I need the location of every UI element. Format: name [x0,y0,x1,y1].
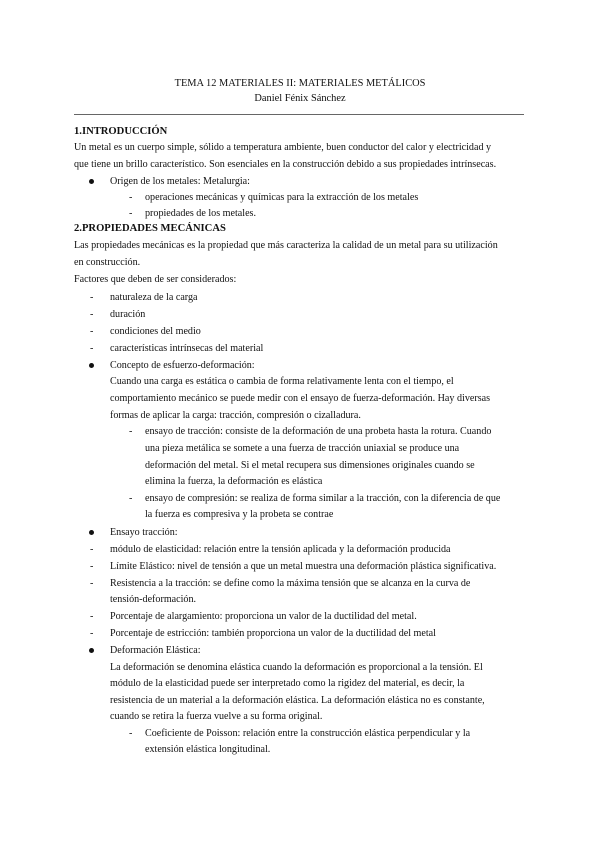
list-item: Resistencia a la tracción: se define como la máxima tensión que se alcanza en la curva de [110,578,471,589]
list-item: condiciones del medio [110,326,201,337]
header-divider [74,114,524,115]
section-heading-propiedades: 2.PROPIEDADES MECÁNICAS [74,223,226,234]
paragraph-line: que tiene un brillo característico. Son esenciales en la construcción debido a sus propiedades intrínsecas. [74,159,497,170]
bullet-icon [89,530,94,535]
list-item: características intrínsecas del material [110,343,264,354]
paragraph-line: comportamiento mecánico se puede medir con el ensayo de fuerza-deformación. Hay diversas [110,393,491,404]
list-item: naturaleza de la carga [110,292,198,303]
dash-icon: - [90,544,94,555]
sub-item-line: ensayo de compresión: se realiza de forma similar a la tracción, con la diferencia de que [145,493,501,504]
section-heading-introduccion: 1.INTRODUCCIÓN [74,126,168,137]
factores-label: Factores que deben de ser considerados: [74,274,237,285]
sub-item: operaciones mecánicas y químicas para la extracción de los metales [145,192,419,203]
document-title: TEMA 12 MATERIALES II: MATERIALES METÁLICOS [174,78,426,89]
sub-item-line: la fuerza es compresiva y la probeta se contrae [145,509,334,520]
sub-item-line: ensayo de tracción: consiste de la deformación de una probeta hasta la rotura. Cuando [145,426,492,437]
list-item: Límite Elástico: nivel de tensión a que un metal muestra una deformación plástica significativa. [110,561,497,572]
sub-item-line: deformación del metal. Si el metal recupera sus dimensiones originales cuando se [145,460,475,471]
dash-icon: - [90,578,94,589]
bullet-icon [89,363,94,368]
dash-icon: - [129,728,133,739]
dash-icon: - [90,611,94,622]
list-item: duración [110,309,146,320]
document-author: Daniel Fénix Sánchez [254,93,346,104]
paragraph-line: Un metal es un cuerpo simple, sólido a temperatura ambiente, buen conductor del calor y electricidad y [74,142,492,153]
dash-icon: - [90,628,94,639]
dash-icon: - [90,292,94,303]
sub-item-line: Coeficiente de Poisson: relación entre la construcción elástica perpendicular y la [145,728,471,739]
paragraph-line: resistencia de un material a la deformación elástica. La deformación elástica no es constante, [110,695,485,706]
dash-icon: - [90,309,94,320]
paragraph-line: módulo de la elasticidad puede ser interpretado como la rigidez del material, es decir, la [110,678,465,689]
dash-icon: - [129,493,133,504]
paragraph-line: Las propiedades mecánicas es la propiedad que más caracteriza la calidad de un metal para su utilización [74,240,498,251]
dash-icon: - [129,426,133,437]
paragraph-line: Cuando una carga es estática o cambia de forma relativamente lenta con el tiempo, el [110,376,454,387]
list-item-continuation: tensión-deformación. [110,594,197,605]
sub-item-line: una pieza metálica se somete a una fuerza de tracción uniaxial se produce una [145,443,460,454]
paragraph-line: en construcción. [74,257,141,268]
bullet-icon [89,179,94,184]
list-item: módulo de elasticidad: relación entre la tensión aplicada y la deformación producida [110,544,451,555]
dash-icon: - [90,561,94,572]
sub-item-line: extensión elástica longitudinal. [145,744,271,755]
paragraph-line: La deformación se denomina elástica cuando la deformación es proporcional a la tensión. El [110,662,483,673]
sub-item: propiedades de los metales. [145,208,256,219]
dash-icon: - [129,208,133,219]
dash-icon: - [90,343,94,354]
paragraph-line: formas de aplicar la carga: tracción, compresión o cizalladura. [110,410,361,421]
list-item: Porcentaje de estricción: también proporciona un valor de la ductilidad del metal [110,628,436,639]
list-item: Porcentaje de alargamiento: proporciona un valor de la ductilidad del metal. [110,611,417,622]
bullet-text: Concepto de esfuerzo-deformación: [110,360,255,371]
bullet-text: Origen de los metales: Metalurgia: [110,176,250,187]
dash-icon: - [129,192,133,203]
sub-item-line: elimina la fuerza, la deformación es elástica [145,476,323,487]
paragraph-line: cuando se retira la fuerza vuelve a su forma original. [110,711,323,722]
dash-icon: - [90,326,94,337]
bullet-icon [89,648,94,653]
bullet-text: Ensayo tracción: [110,527,178,538]
bullet-text: Deformación Elástica: [110,645,201,656]
